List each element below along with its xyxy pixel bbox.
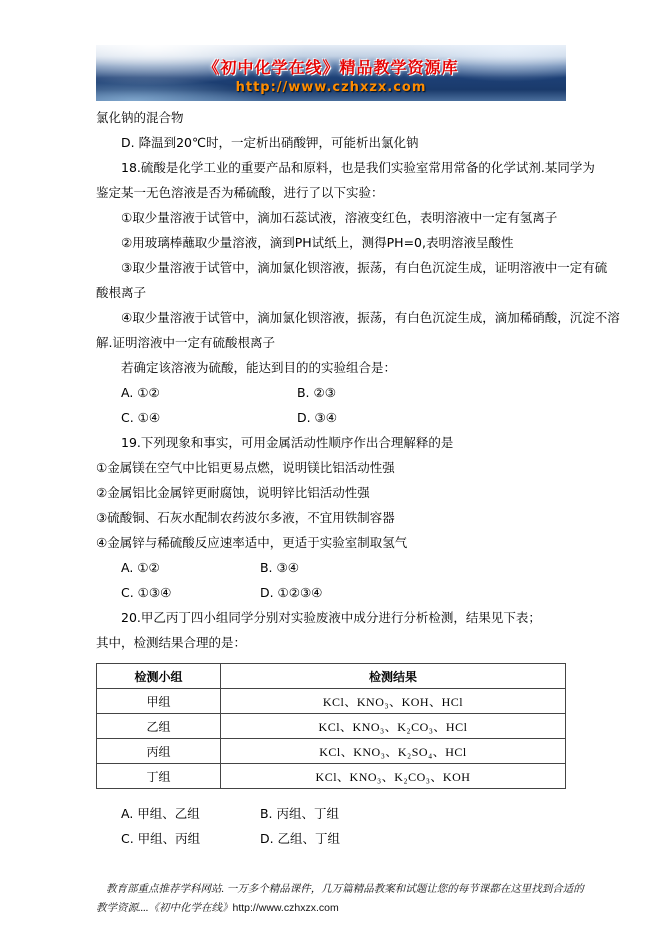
document-body [96, 105, 620, 918]
table-row [97, 739, 566, 764]
table-row [97, 764, 566, 789]
q18-exp3-line1: ③取少量溶液于试管中，滴加氯化钡溶液，振荡，有白色沉淀生成，证明溶液中一定有硫 [121, 260, 608, 275]
q18-option-a: A. ①② [121, 385, 160, 400]
q18-ask: 若确定该溶液为硫酸，能达到目的的实验组合是： [121, 360, 397, 375]
q19-option-d: D. ①②③④ [259, 585, 323, 600]
table-row [97, 689, 566, 714]
banner-url-link[interactable]: http://www.czhxzx.com [235, 80, 427, 95]
q20-option-c: C. 甲组、丙组 [121, 831, 201, 846]
col-header-result: 检测结果 [221, 664, 566, 689]
q19-item1: ①金属镁在空气中比铝更易点燃，说明镁比铝活动性强 [96, 460, 395, 475]
q19-stem: 19.下列现象和事实，可用金属活动性顺序作出合理解释的是 [121, 435, 454, 450]
q20-stem-line2: 其中，检测结果合理的是： [96, 635, 247, 650]
q19-option-a: A. ①② [121, 560, 160, 575]
footer-line2-text: 教学资源....《初中化学在线》 [96, 903, 233, 914]
result-cell: KCl、KNO₃、K₂CO₃、HCl [221, 714, 566, 739]
q19-option-c: C. ①③④ [121, 585, 172, 600]
group-cell: 丁组 [97, 764, 221, 789]
q20-stem-line1: 20.甲乙丙丁四小组同学分别对实验废液中成分进行分析检测，结果见下表； [121, 610, 541, 625]
footer-url-link[interactable]: http://www.czhxzx.com [232, 902, 339, 914]
q18-stem-line1: 18.硫酸是化学工业的重要产品和原料，也是我们实验室常用常备的化学试剂.某同学为 [121, 160, 595, 175]
result-cell: KCl、KNO₃、K₂CO₃、KOH [221, 764, 566, 789]
q18-option-b: B. ②③ [296, 385, 336, 400]
table-header-row [97, 664, 566, 689]
q18-option-c: C. ①④ [121, 410, 161, 425]
q18-exp2: ②用玻璃棒蘸取少量溶液，滴到PH试纸上，测得PH=0,表明溶液呈酸性 [121, 235, 514, 250]
result-cell: KCl、KNO₃、KOH、HCl [221, 689, 566, 714]
q18-stem-line2: 鉴定某一无色溶液是否为稀硫酸，进行了以下实验： [96, 185, 384, 200]
q18-options-cd [96, 405, 566, 430]
q20-option-d: D. 乙组、丁组 [259, 831, 341, 846]
q18-option-d: D. ③④ [296, 410, 337, 425]
banner-title: 《初中化学在线》精品教学资源库 [203, 58, 459, 77]
q18-exp4-line1: ④取少量溶液于试管中，滴加氯化钡溶液，振荡，有白色沉淀生成，滴加稀硝酸，沉淀不溶 [121, 310, 620, 325]
intro-tail-line: 氯化钠的混合物 [96, 110, 184, 125]
intro-option-d: D. 降温到20℃时，一定析出硝酸钾，可能析出氯化钠 [121, 135, 419, 150]
q19-option-b: B. ③④ [259, 560, 299, 575]
footer-line1: 教育部重点推荐学科网站. 一万多个精品课件，几万篇精品教案和试题让您的每节课都在这里找到合适的 [106, 884, 584, 895]
q19-item4: ④金属锌与稀硫酸反应速率适中，更适于实验室制取氢气 [96, 535, 408, 550]
group-cell: 乙组 [97, 714, 221, 739]
table-row [97, 714, 566, 739]
footer-line2 [96, 899, 566, 918]
page-footer [96, 881, 584, 918]
detection-results-table [96, 663, 566, 789]
q19-options-cd [96, 580, 566, 605]
q18-exp3-line2: 酸根离子 [96, 285, 147, 300]
q19-item2: ②金属铝比金属锌更耐腐蚀，说明锌比铝活动性强 [96, 485, 370, 500]
q20-option-a: A. 甲组、乙组 [121, 806, 200, 821]
q19-item3: ③硫酸铜、石灰水配制农药波尔多液，不宜用铁制容器 [96, 510, 395, 525]
group-cell: 甲组 [97, 689, 221, 714]
site-banner-image [96, 45, 566, 101]
q19-options-ab [96, 555, 566, 580]
q18-exp1: ①取少量溶液于试管中，滴加石蕊试液，溶液变红色，表明溶液中一定有氢离子 [121, 210, 558, 225]
result-cell: KCl、KNO₃、K₂SO₄、HCl [221, 739, 566, 764]
q20-options-cd [96, 826, 566, 851]
q18-exp4-line2: 解.证明溶液中一定有硫酸根离子 [96, 335, 275, 350]
col-header-group: 检测小组 [97, 664, 221, 689]
group-cell: 丙组 [97, 739, 221, 764]
q20-options-ab [96, 801, 566, 826]
q18-options-ab [96, 380, 566, 405]
q20-option-b: B. 丙组、丁组 [259, 806, 340, 821]
